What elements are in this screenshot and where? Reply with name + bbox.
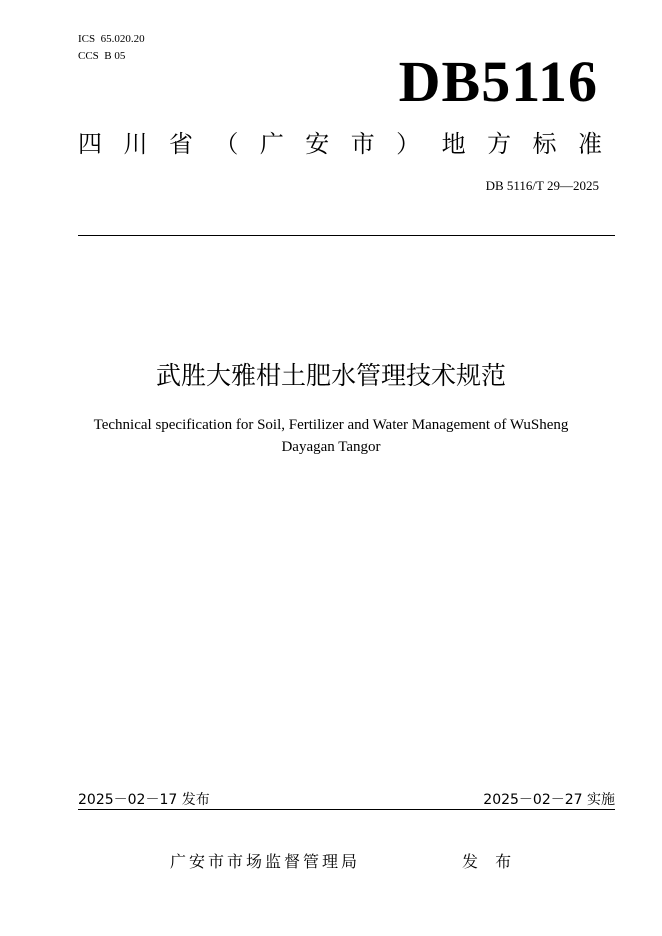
db-logo: DB5116 — [398, 49, 598, 114]
standard-type-char: 广 — [259, 130, 284, 158]
standard-type-char: ） — [396, 130, 421, 158]
standard-type-char: 市 — [350, 130, 375, 158]
title-english: Technical specification for Soil, Fertilizer and Water Management of WuSheng Dayagan Tangor — [93, 417, 569, 455]
standard-code: DB 5116/T 29—2025 — [485, 178, 599, 193]
implementation-date: 2025－02－27 实施 — [483, 792, 615, 808]
publisher-name: 广安市市场监督管理局 — [170, 852, 361, 871]
ics-code: ICS 65.020.20 — [78, 33, 145, 45]
standard-type — [78, 128, 602, 160]
issue-date: 2025－02－17 发布 — [78, 792, 210, 808]
standard-type-char: 标 — [532, 130, 557, 158]
title-chinese: 武胜大雅柑土肥水管理技术规范 — [155, 361, 506, 390]
top-divider — [78, 235, 615, 236]
standard-type-char: 方 — [487, 130, 512, 158]
standard-type-char: 川 — [123, 130, 148, 158]
ccs-code: CCS B 05 — [78, 50, 126, 62]
standard-type-char: （ — [214, 130, 239, 158]
standard-type-char: 安 — [305, 130, 330, 158]
standard-type-char: 准 — [577, 130, 602, 158]
standard-type-char: 地 — [441, 130, 466, 158]
standard-type-char: 省 — [168, 130, 193, 158]
standard-type-char: 四 — [78, 130, 102, 158]
publish-label: 发 布 — [462, 852, 518, 871]
bottom-divider — [78, 809, 615, 810]
